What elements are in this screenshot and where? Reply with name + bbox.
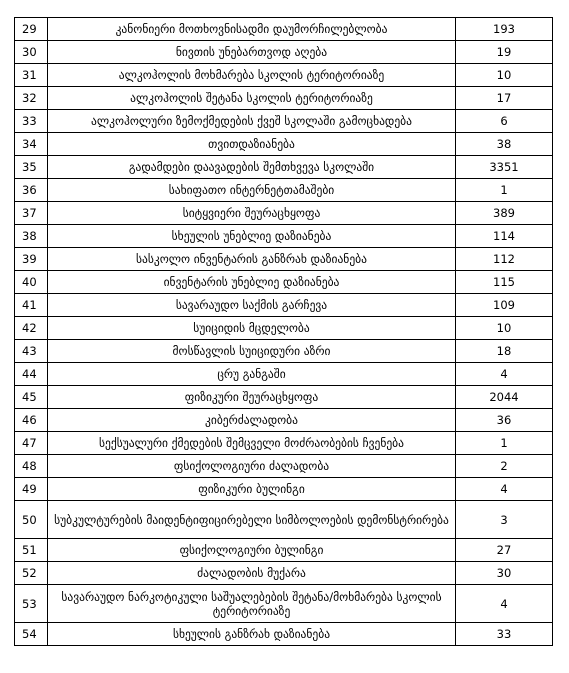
- row-number: 36: [15, 179, 48, 202]
- incident-description: გადამდები დაავადების შემთხვევა სკოლაში: [48, 156, 456, 179]
- incident-description: სექსუალური ქმედების შემცველი მოძრაობების ჩვენება: [48, 432, 456, 455]
- incident-count: 30: [456, 562, 553, 585]
- row-number: 47: [15, 432, 48, 455]
- incident-description: ცრუ განგაში: [48, 363, 456, 386]
- incident-description: სავარაუდო ნარკოტიკული საშუალებების შეტანა/მოხმარება სკოლის ტერიტორიაზე: [48, 585, 456, 623]
- incident-description: კიბერძალადობა: [48, 409, 456, 432]
- incident-description: სიტყვიერი შეურაცხყოფა: [48, 202, 456, 225]
- incident-count: 4: [456, 363, 553, 386]
- incident-count: 109: [456, 294, 553, 317]
- incident-description: კანონიერი მოთხოვნისადმი დაუმორჩილებლობა: [48, 18, 456, 41]
- row-number: 49: [15, 478, 48, 501]
- row-number: 46: [15, 409, 48, 432]
- incident-description: სუიციდის მცდელობა: [48, 317, 456, 340]
- table-row: [15, 271, 553, 294]
- row-number: 37: [15, 202, 48, 225]
- incident-description: სასკოლო ინვენტარის განზრახ დაზიანება: [48, 248, 456, 271]
- table-row: [15, 133, 553, 156]
- table-row: [15, 18, 553, 41]
- row-number: 40: [15, 271, 48, 294]
- table-row: [15, 585, 553, 623]
- row-number: 48: [15, 455, 48, 478]
- incident-count: 1: [456, 179, 553, 202]
- incident-count: 10: [456, 317, 553, 340]
- table-row: [15, 202, 553, 225]
- incident-count: 1: [456, 432, 553, 455]
- incident-count: 114: [456, 225, 553, 248]
- incident-description: ფსიქოლოგიური ძალადობა: [48, 455, 456, 478]
- table-row: [15, 41, 553, 64]
- table-row: [15, 562, 553, 585]
- incident-description: ფსიქოლოგიური ბულინგი: [48, 539, 456, 562]
- row-number: 31: [15, 64, 48, 87]
- table-row: [15, 386, 553, 409]
- row-number: 39: [15, 248, 48, 271]
- row-number: 52: [15, 562, 48, 585]
- table-row: [15, 317, 553, 340]
- incident-table: [14, 17, 553, 646]
- table-row: [15, 87, 553, 110]
- incident-count: 19: [456, 41, 553, 64]
- row-number: 38: [15, 225, 48, 248]
- incident-description: სხეულის განზრახ დაზიანება: [48, 623, 456, 646]
- row-number: 29: [15, 18, 48, 41]
- incident-count: 36: [456, 409, 553, 432]
- table-row: [15, 455, 553, 478]
- incident-count: 17: [456, 87, 553, 110]
- row-number: 33: [15, 110, 48, 133]
- incident-count: 33: [456, 623, 553, 646]
- table-row: [15, 340, 553, 363]
- incident-description: ნივთის უნებართვოდ აღება: [48, 41, 456, 64]
- incident-count: 389: [456, 202, 553, 225]
- incident-description: ალკოჰოლის შეტანა სკოლის ტერიტორიაზე: [48, 87, 456, 110]
- row-number: 53: [15, 585, 48, 623]
- table-row: [15, 478, 553, 501]
- incident-count: 3351: [456, 156, 553, 179]
- table-row: [15, 539, 553, 562]
- incident-count: 4: [456, 478, 553, 501]
- incident-description: მოსწავლის სუიციდური აზრი: [48, 340, 456, 363]
- table-row: [15, 248, 553, 271]
- table-row: [15, 363, 553, 386]
- incident-description: ალკოჰოლის მოხმარება სკოლის ტერიტორიაზე: [48, 64, 456, 87]
- incident-count: 6: [456, 110, 553, 133]
- incident-count: 3: [456, 501, 553, 539]
- incident-count: 2044: [456, 386, 553, 409]
- row-number: 34: [15, 133, 48, 156]
- row-number: 44: [15, 363, 48, 386]
- table-row: [15, 64, 553, 87]
- incident-description: ფიზიკური შეურაცხყოფა: [48, 386, 456, 409]
- incident-description: ფიზიკური ბულინგი: [48, 478, 456, 501]
- table-row: [15, 225, 553, 248]
- incident-description: სახიფათო ინტერნეტთამაშები: [48, 179, 456, 202]
- table-row: [15, 156, 553, 179]
- row-number: 32: [15, 87, 48, 110]
- table-row: [15, 294, 553, 317]
- row-number: 51: [15, 539, 48, 562]
- row-number: 45: [15, 386, 48, 409]
- row-number: 41: [15, 294, 48, 317]
- table-row: [15, 501, 553, 539]
- table-row: [15, 409, 553, 432]
- incident-description: თვითდაზიანება: [48, 133, 456, 156]
- incident-count: 115: [456, 271, 553, 294]
- incident-description: სუბკულტურების მაიდენტიფიცირებელი სიმბოლოების დემონსტრირება: [48, 501, 456, 539]
- incident-description: ალკოჰოლური ზემოქმედების ქვეშ სკოლაში გამოცხადება: [48, 110, 456, 133]
- incident-description: სავარაუდო საქმის გარჩევა: [48, 294, 456, 317]
- row-number: 43: [15, 340, 48, 363]
- incident-description: ინვენტარის უნებლიე დაზიანება: [48, 271, 456, 294]
- row-number: 30: [15, 41, 48, 64]
- row-number: 54: [15, 623, 48, 646]
- row-number: 35: [15, 156, 48, 179]
- incident-count: 18: [456, 340, 553, 363]
- table-row: [15, 179, 553, 202]
- table-body: [15, 18, 553, 646]
- row-number: 50: [15, 501, 48, 539]
- incident-description: სხეულის უნებლიე დაზიანება: [48, 225, 456, 248]
- row-number: 42: [15, 317, 48, 340]
- incident-count: 112: [456, 248, 553, 271]
- incident-count: 10: [456, 64, 553, 87]
- incident-count: 38: [456, 133, 553, 156]
- table-row: [15, 110, 553, 133]
- table-row: [15, 432, 553, 455]
- incident-count: 193: [456, 18, 553, 41]
- incident-description: ძალადობის მუქარა: [48, 562, 456, 585]
- incident-count: 27: [456, 539, 553, 562]
- incident-count: 4: [456, 585, 553, 623]
- table-row: [15, 623, 553, 646]
- incident-count: 2: [456, 455, 553, 478]
